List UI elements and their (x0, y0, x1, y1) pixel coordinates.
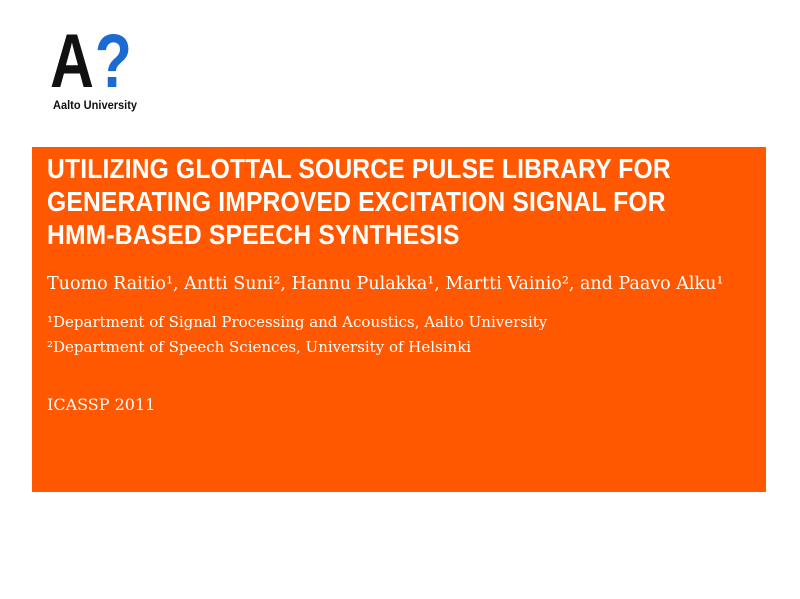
aalto-question-mark-icon: ? (94, 19, 133, 104)
authors-line: Tuomo Raitio¹, Antti Suni², Hannu Pulakka¹, Martti Vainio², and Paavo Alku¹ (47, 274, 724, 294)
slide-title-line-3: HMM-BASED SPEECH SYNTHESIS (47, 219, 460, 250)
affiliation-line-2: ²Department of Speech Sciences, University of Helsinki (47, 338, 472, 356)
aalto-logo (50, 19, 153, 112)
conference-label: ICASSP 2011 (47, 395, 156, 414)
aalto-logo-mark (50, 19, 133, 104)
slide-title-line-1: UTILIZING GLOTTAL SOURCE PULSE LIBRARY FOR (47, 153, 671, 184)
aalto-logo-letter-a: A (50, 19, 95, 104)
slide-title (47, 152, 766, 251)
affiliations (47, 310, 547, 360)
slide-title-line-2: GENERATING IMPROVED EXCITATION SIGNAL FOR (47, 186, 666, 217)
aalto-logo-wordmark: Aalto University (53, 98, 138, 112)
affiliation-line-1: ¹Department of Signal Processing and Acoustics, Aalto University (47, 313, 548, 331)
title-banner (32, 147, 766, 492)
